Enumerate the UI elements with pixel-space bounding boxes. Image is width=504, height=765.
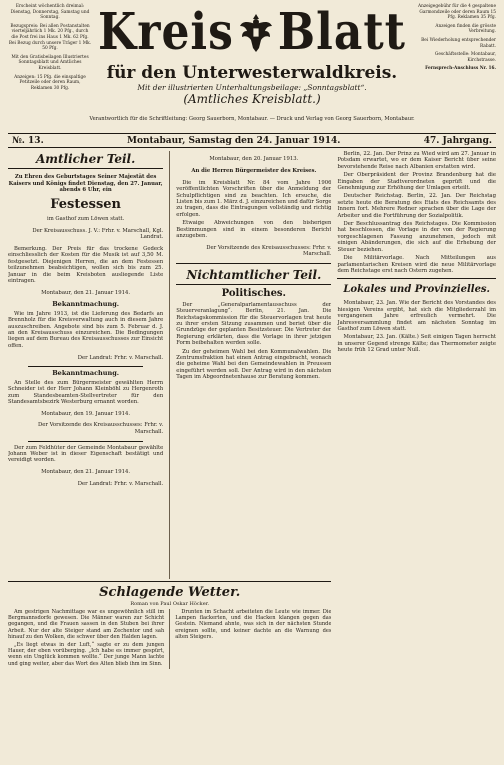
signature: Der Vorsitzende des Kreisausschusses: Frhr. v. Marschall. (37, 422, 164, 435)
left-two-columns (8, 151, 331, 762)
signature: Der Landrat: Frhr. v. Marschall. (77, 480, 164, 487)
masthead (8, 2, 496, 133)
local-paragraph: Montabaur, 23. Jan. Wie der Bericht des Vorstandes des hiesigen Vereins ergibt, hat sich die Mitgliederzahl im vergangenen Jahre erfreulich vermehrt. Die Jahresversammlung findet am nächsten Sonntag im Gasthof zum Löwen statt. (337, 300, 496, 332)
celebration-intro: Zu Ehren des Geburtstages Seiner Majestät des Kaisers und Königs findet Dienstag, den 27. Januar, abends 6 Uhr, ein (8, 174, 163, 194)
signature: Der Landrat: Frhr. v. Marschall. (77, 354, 164, 361)
serial-column (169, 609, 331, 669)
masthead-right-line: Fernsprech-Anschluss Nr. 16. (425, 66, 496, 72)
divider (28, 441, 143, 442)
title-word-right: Blatt (277, 2, 406, 62)
politics-heading: Politisches. (221, 287, 287, 299)
serial-author: Roman von Paul Oskar Höcker. (130, 601, 210, 607)
news-paragraph: Die Militärvorlage. Nach Mitteilungen aus parlamentarischen Kreisen wird die neue Militärvorlage dem Reichstage erst nach Ostern zugehen. (337, 255, 496, 274)
masthead-right-line: Anzeigen finden die grösste Verbreitung. (435, 23, 496, 35)
serial-paragraph: Drunten im Schacht arbeiteten die Leute wie immer. Die Lampen flackerten, und die Hacken klangen gegen das Gestein. Niemand ahnte, was sich in der nächsten Stunde ereignen sollte, und keiner dachte an die Warnung des alten Steigers. (175, 609, 332, 640)
column-3 (337, 151, 496, 762)
addressee: An die Herren Bürgermeister des Kreises. (191, 168, 317, 174)
notice-paragraph: An Stelle des zum Bürgermeister gewählten Herrn Schneider ist der Herr Johann Kleinböhl zu Hergenroth zum Standesbeamten-Stellvertreter für den Standesamtsbezirk Westerburg ernannt worden. (8, 379, 164, 406)
section-official: Amtlicher Teil. (8, 152, 163, 169)
notice-paragraph: Etwaige Abweichungen von den bisherigen Bestimmungen sind in einem besonderen Bericht anzugeben. (176, 220, 332, 239)
local-paragraph: Montabaur, 23. Jan. (Kälte.) Seit einigen Tagen herrscht in unserer Gegend strenge Kälte; das Thermometer zeigte heute früh 12 Grad unter Null. (337, 334, 496, 354)
divider (176, 263, 331, 264)
signature: Der Kreisausschuss. J. V.: Frhr. v. Marschall, Kgl. Landrat. (32, 227, 164, 241)
festessen-heading: Festessen (50, 196, 121, 212)
title-word-left: Kreis (98, 2, 234, 62)
newspaper-supplement-note: Mit der illustrierten Unterhaltungsbeilage: „Sonntagsblatt“. (137, 83, 367, 92)
masthead-left-line: Mit den Gratisbeilagen Illustriertes Sonntagsblatt und Amtliches Kreisblatt. (11, 54, 89, 71)
news-paragraph: Der Beschlussantrag des Reichstages. Die Kommission hat beschlossen, die Vorlage in der von der Regierung vorgeschlagenen Fassung anzunehmen, jedoch mit einigen Abänderungen, die sich auf die Erhebung der Steuer beziehen. (337, 221, 496, 253)
politics-paragraph: Der „Generalparlamentausschuss der Steuerveranlagung“. Berlin, 21. Jan. Die Reichstagskommission für die Steuervorlagen trat heute zu ihrer ersten Sitzung zusammen und beriet über die Grundzüge der geplanten Besitzsteuer. Die Vertreter der Regierung erklärten, dass die Vorlage in ihrer jetzigen Form beibehalten werden solle. (176, 301, 332, 347)
news-paragraph: Der Oberpräsident der Provinz Brandenburg hat die Eingaben der Stadtverordneten geprüft und die Genehmigung zur Erhöhung der Umlagen erteilt. (337, 172, 496, 192)
column-2 (169, 151, 331, 579)
masthead-right-info (412, 4, 496, 75)
issue-bar (8, 133, 496, 148)
masthead-left-line: Anzeigen: 15 Pfg. die einspaltige Petitzeile oder deren Raum, Reklamen 30 Pfg. (14, 74, 86, 91)
divider (28, 366, 143, 367)
notice-heading: Bekanntmachung. (52, 369, 120, 378)
celebration-place: im Gasthof zum Löwen statt. (47, 216, 125, 223)
newspaper-official-note: (Amtliches Kreisblatt.) (183, 92, 321, 106)
serial-columns (8, 609, 331, 669)
eagle-crest-icon (239, 10, 273, 54)
serial-novel (8, 581, 331, 762)
imprint-line: Verantwortlich für die Schriftleitung: Georg Sauerborn, Montabaur. — Druck und Verlag von Georg Sauerborn, Montabaur. (89, 116, 415, 122)
masthead-right-line: Geschäftsstelle: Montabaur, Kirchstrasse. (434, 52, 496, 63)
serial-column (8, 609, 164, 669)
serial-paragraph: „Es liegt etwas in der Luft,“ sagte er zu dem jungen Hauer, der eben vorüberging. „Ich habe es immer gespürt, wenn ein Unglück kommen wollte.“ Der junge Mann lachte und ging weiter, aber das Wort des Alten blieb ihm im Sinn. (8, 642, 165, 667)
politics-paragraph: Zu der geheimen Wahl bei den Kommunalwahlen. Die Zentrumsfraktion hat einen Antrag eingebracht, wonach die geheime Wahl bei den Gemeindewahlen in Preussen eingeführt werden soll. Der Antrag wird in den nächsten Tagen im Abgeordnetenhause zur Beratung kommen. (176, 348, 332, 381)
dateline: Montabaur, den 19. Januar 1914. (41, 410, 131, 417)
section-unofficial: Nichtamtlicher Teil. (176, 268, 331, 285)
remark-paragraph: Bemerkung. Der Preis für das trockene Gedeck einschliesslich der Kosten für die Musik ist auf 3,50 M. festgesetzt. Diejenigen Herren, die an dem Festessen teilzunehmen beabsichtigen, wollen sich bis zum 25. Januar in die beim Kreisboten ausliegende Liste eintragen. (8, 245, 164, 284)
issue-year: 47. Jahrgang. (423, 135, 492, 146)
issue-dateline: Montabaur, Samstag den 24. Januar 1914. (127, 135, 341, 146)
masthead-left-line: Erscheint wöchentlich dreimal: Dienstag, Donnerstag, Samstag und Sonntag. (10, 4, 90, 21)
news-paragraph: Deutscher Reichstag. Berlin, 22. Jan. Der Reichstag setzte heute die Beratung des Etats des Reichsamts des Innern fort. Mehrere Redner sprachen über die Lage der Arbeiter und die Fortführung der Sozialpolitik. (337, 193, 496, 219)
divider (337, 278, 496, 279)
notice-paragraph: Der zum Feldhüter der Gemeinde Montabaur gewählte Johann Weber ist in dieser Eigenschaft bestätigt und vereidigt worden. (8, 444, 164, 464)
masthead-right-line: Anzeigegebühr für die 4 gespaltene Garmondzeile oder deren Raum 15 Pfg. Reklamen 35 Pfg. (417, 4, 496, 21)
news-paragraph: Berlin, 22. Jan. Der Prinz zu Wied wird am 27. Januar in Potsdam erwartet, wo er dem Kaiser Bericht über seine bevorstehende Reise nach Albanien erstatten wird. (337, 151, 496, 170)
dateline: Montabaur, den 21. Januar 1914. (41, 289, 131, 296)
official-columns (8, 151, 331, 579)
newspaper-subtitle: für den Unterwesterwaldkreis. (106, 63, 398, 83)
notice-paragraph: Die im Kreisblatt Nr. 84 vom Jahre 1906 veröffentlichten Vorschriften über die Anmeldung der Schulpflichtigen sind zu beachten. Ich ersuche, die Listen bis zum 1. März d. J. einzureichen und dafür Sorge zu tragen, dass die Eintragungen vollständig und richtig erfolgen. (176, 179, 332, 218)
serial-paragraph: Am gestrigen Nachmittage war es ungewöhnlich still im Bergmannsdorfe gewesen. Die Männer waren zur Schicht gegangen, und die Frauen sassen in den Stuben bei ihrer Arbeit. Nur der alte Steiger stand am Zechentor und sah hinauf zu den Wolken, die schwer über den Halden lagen. (8, 609, 165, 640)
serial-title: Schlagende Wetter. (99, 585, 241, 600)
section-local: Lokales und Provinzielles. (343, 284, 491, 296)
dateline: Montabaur, den 21. Januar 1914. (41, 469, 131, 476)
masthead-left-line: Bezugspreis: Bei allen Postanstalten vierteljährlich 1 Mk. 20 Pfg., durch die Post frei ins Haus 1 Mk. 62 Pfg. Bei Bezug durch unsere Träger 1 Mk. 50 Pfg. (8, 23, 92, 52)
newspaper-title (96, 2, 408, 62)
article-columns (8, 151, 496, 762)
dateline: Montabaur, den 20. Januar 1913. (209, 156, 299, 163)
notice-paragraph: Wie im Jahre 1913, ist die Lieferung des Bedarfs an Brennholz für die Kreisverwaltung auch in diesem Jahre auszuschreiben. Angebote sind bis zum 5. Februar d. J. an den Kreisausschuss einzureichen. Die Bedingungen liegen auf dem Bureau des Kreisausschusses zur Einsicht offen. (8, 310, 164, 349)
masthead-right-line: Bei Wiederholung entsprechender Rabatt. (421, 37, 496, 49)
issue-number: №. 13. (12, 135, 44, 146)
notice-heading: Bekanntmachung. (52, 300, 120, 309)
masthead-left-info (8, 4, 92, 94)
masthead-title-block (96, 2, 408, 106)
column-1 (8, 151, 163, 579)
signature: Der Vorsitzende des Kreisausschusses: Frhr. v. Marschall. (206, 244, 332, 258)
